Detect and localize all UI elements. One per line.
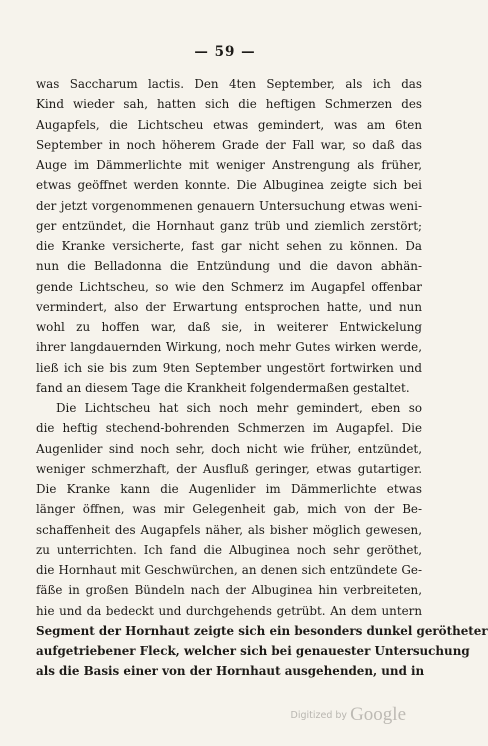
text-line: fäße in großen Bündeln nach der Albuginea hin verbreiteten,: [36, 583, 422, 598]
text-line: schaffenheit des Augapfels näher, als bisher möglich gewesen,: [36, 522, 422, 537]
digitized-watermark: [291, 704, 406, 726]
text-line: weniger schmerzhaft, der Ausfluß geringer, etwas gutartiger.: [36, 461, 422, 476]
text-line: länger öffnen, was mir Gelegenheit gab, mich von der Be-: [36, 502, 422, 517]
text-line: Die Lichtscheu hat sich noch mehr gemindert, eben so: [56, 401, 422, 415]
text-line: Segment der Hornhaut zeigte sich ein besonders dunkel gerötheter: [36, 623, 488, 638]
text-line: gende Lichtscheu, so wie den Schmerz im Augapfel offenbar: [36, 279, 422, 294]
body-text: [36, 74, 488, 682]
text-line: der jetzt vorgenommenen genauern Untersuchung etwas weni-: [36, 198, 422, 213]
watermark-brand: Google: [350, 704, 406, 725]
watermark-prefix: Digitized by: [290, 710, 348, 721]
text-line: die Hornhaut mit Geschwürchen, an denen sich entzündete Ge-: [36, 563, 422, 577]
text-line: als die Basis einer von der Hornhaut ausgehenden, und in: [36, 664, 425, 679]
text-line: September in noch höherem Grade der Fall war, so daß das: [36, 137, 422, 152]
text-line: ger entzündet, die Hornhaut ganz trüb und ziemlich zerstört;: [36, 218, 422, 233]
text-line: Augenlider sind noch sehr, doch nicht wie früher, entzündet,: [36, 441, 422, 456]
text-line: etwas geöffnet werden konnte. Die Albuginea zeigte sich bei: [36, 178, 422, 193]
text-line: ihrer langdauernden Wirkung, noch mehr Gutes wirken werde,: [36, 340, 422, 355]
text-line: was Saccharum lactis. Den 4ten September, als ich das: [36, 77, 422, 91]
text-line: fand an diesem Tage die Krankheit folgendermaßen gestaltet.: [36, 380, 410, 395]
text-line: ließ ich sie bis zum 9ten September ungestört fortwirken und: [36, 360, 422, 375]
text-line: die heftig stechend-bohrenden Schmerzen im Augapfel. Die: [36, 421, 422, 436]
text-line: aufgetriebener Fleck, welcher sich bei genauester Untersuchung: [36, 644, 470, 658]
text-line: zu unterrichten. Ich fand die Albuginea noch sehr geröthet,: [36, 542, 422, 557]
text-line: vermindert, also der Erwartung entsprochen hatte, und nun: [36, 299, 422, 314]
text-line: Auge im Dämmerlichte mit weniger Anstrengung als früher,: [36, 158, 422, 172]
text-line: Die Kranke kann die Augenlider im Dämmerlichte etwas: [36, 482, 422, 496]
text-line: nun die Belladonna die Entzündung und die davon abhän-: [36, 259, 422, 274]
page-number: — 59 —: [194, 44, 256, 60]
text-line: Augapfels, die Lichtscheu etwas gemindert, was am 6ten: [36, 117, 422, 132]
text-line: wohl zu hoffen war, daß sie, in weiterer Entwickelung: [36, 320, 422, 334]
text-line: hie und da bedeckt und durchgehends getrübt. An dem untern: [36, 603, 422, 618]
text-line: die Kranke versicherte, fast gar nicht sehen zu können. Da: [36, 239, 422, 253]
text-line: Kind wieder sah, hatten sich die heftigen Schmerzen des: [36, 97, 422, 112]
